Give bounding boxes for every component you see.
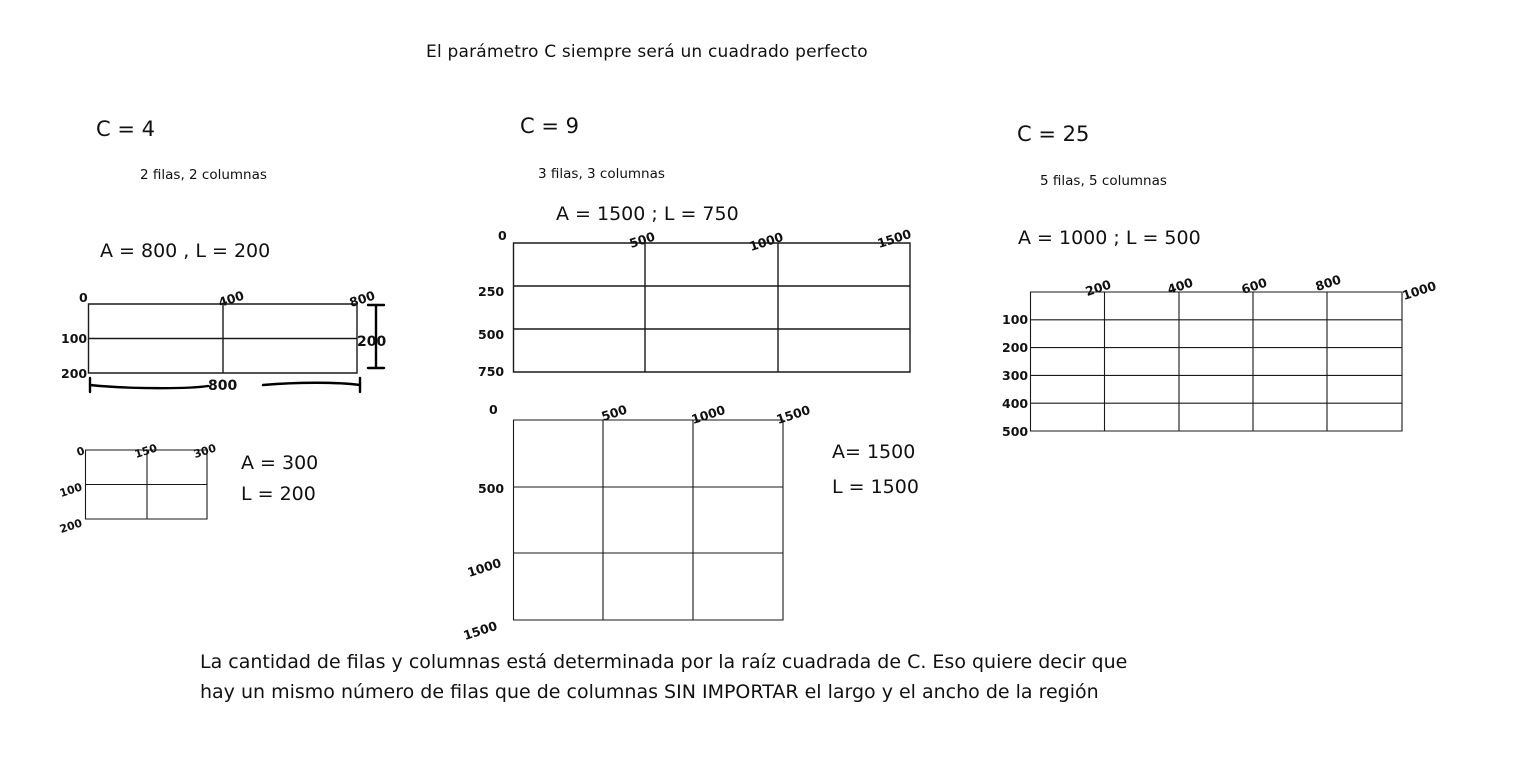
fig-c25-a-ytick-1: 200 bbox=[1002, 340, 1029, 355]
fig-c4-a-ytick-1: 100 bbox=[61, 331, 88, 346]
fig-c4-a-xtick-1: 400 bbox=[216, 287, 246, 310]
fig-c4-b-xtick-2: 300 bbox=[191, 441, 218, 461]
case-c4-subtitle: 2 filas, 2 columnas bbox=[140, 167, 267, 183]
fig-c25-a-ytick-0: 100 bbox=[1002, 312, 1029, 327]
fig-c25-a-ytick-3: 400 bbox=[1002, 396, 1029, 411]
fig-c25-a-xtick-2: 600 bbox=[1239, 274, 1269, 297]
fig-c9-b-ytick-2: 1000 bbox=[465, 554, 504, 580]
fig-c9-b-xtick-1: 500 bbox=[599, 401, 629, 424]
footer-line-2: hay un mismo número de filas que de columnas SIN IMPORTAR el largo y el ancho de la región bbox=[200, 681, 1099, 703]
fig-c25-a-xtick-0: 200 bbox=[1083, 276, 1113, 299]
fig-c9-a-ytick-1: 250 bbox=[478, 284, 505, 299]
fig-c9-b-xtick-3: 1500 bbox=[774, 401, 813, 427]
fig-c9-a-xtick-1: 500 bbox=[627, 228, 657, 251]
fig-c4-b-grid bbox=[85, 449, 211, 523]
fig-c9-b-xtick-0: 0 bbox=[489, 402, 498, 417]
fig-c9-a-annotation: A = 1500 ; L = 750 bbox=[556, 203, 739, 225]
fig-c9-b-grid bbox=[513, 419, 787, 624]
fig-c25-a-xtick-3: 800 bbox=[1313, 271, 1343, 294]
fig-c9-b-label-a: A= 1500 bbox=[832, 441, 916, 463]
fig-c9-a-grid bbox=[513, 242, 913, 376]
fig-c9-b-ytick-1: 500 bbox=[478, 481, 505, 496]
case-c25-subtitle: 5 filas, 5 columnas bbox=[1040, 173, 1167, 189]
fig-c25-a-grid bbox=[1030, 291, 1406, 435]
fig-c4-b-label-l: L = 200 bbox=[241, 483, 316, 505]
fig-c25-a-annotation: A = 1000 ; L = 500 bbox=[1018, 227, 1201, 249]
fig-c4-a-annotation: A = 800 , L = 200 bbox=[100, 240, 271, 262]
case-c9-title: C = 9 bbox=[520, 114, 579, 138]
fig-c9-a-xtick-3: 1500 bbox=[875, 225, 914, 251]
fig-c4-b-ytick-1: 200 bbox=[57, 516, 84, 536]
fig-c9-a-xtick-2: 1000 bbox=[747, 228, 786, 254]
footer-line-1: La cantidad de filas y columnas está determinada por la raíz cuadrada de C. Eso quiere decir que bbox=[200, 651, 1128, 673]
fig-c9-b-label-l: L = 1500 bbox=[832, 476, 919, 498]
fig-c9-b-xtick-2: 1000 bbox=[689, 401, 728, 427]
fig-c4-a-xtick-2: 800 bbox=[347, 287, 377, 310]
footer-note bbox=[200, 647, 1127, 707]
page-title: El parámetro C siempre será un cuadrado perfecto bbox=[426, 42, 868, 62]
fig-c25-a-xtick-4: 1000 bbox=[1400, 277, 1439, 303]
fig-c4-b-label-a: A = 300 bbox=[241, 452, 319, 474]
fig-c9-a-ytick-3: 750 bbox=[478, 364, 505, 379]
fig-c4-b-xtick-1: 150 bbox=[132, 441, 159, 461]
fig-c4-a-measures bbox=[88, 300, 388, 395]
fig-c9-a-ytick-2: 500 bbox=[478, 327, 505, 342]
fig-c25-a-ytick-4: 500 bbox=[1002, 424, 1029, 439]
fig-c9-a-xtick-0: 0 bbox=[498, 228, 507, 243]
fig-c4-a-width-label: 800 bbox=[208, 378, 238, 394]
fig-c4-a-ytick-2: 200 bbox=[61, 366, 88, 381]
fig-c25-a-xtick-1: 400 bbox=[1165, 274, 1195, 297]
fig-c4-b-xtick-0: 0 bbox=[74, 444, 87, 459]
fig-c9-b-ytick-3: 1500 bbox=[461, 617, 500, 643]
case-c9-subtitle: 3 filas, 3 columnas bbox=[538, 166, 665, 182]
fig-c4-a-xtick-0: 0 bbox=[79, 290, 88, 305]
fig-c4-b-ytick-0: 100 bbox=[57, 480, 84, 500]
case-c4-title: C = 4 bbox=[96, 117, 155, 141]
fig-c25-a-ytick-2: 300 bbox=[1002, 368, 1029, 383]
fig-c4-a-height-label: 200 bbox=[357, 334, 387, 350]
case-c25-title: C = 25 bbox=[1017, 122, 1090, 146]
